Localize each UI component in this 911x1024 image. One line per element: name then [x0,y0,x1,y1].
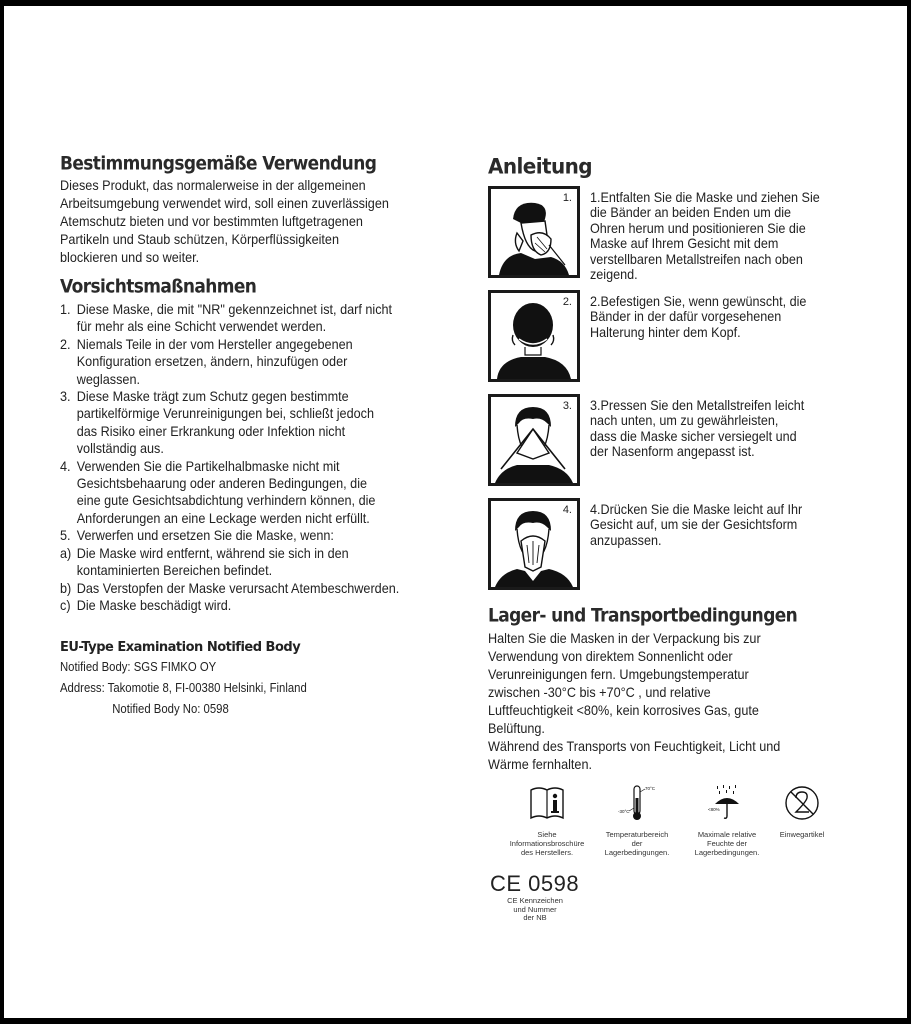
max-temp-label: 70°C [645,786,656,791]
precaution-item [60,527,441,544]
steps [488,186,888,594]
ce-caption: CE Kennzeichen und Nummer der NB [507,896,563,922]
item-marker: 1. [60,302,71,317]
instruction-step [488,186,888,282]
symbol-caption: Siehe Informationsbroschüre des Herstellers. [509,830,585,857]
item-text: Niemals Teile in der vom Hersteller angegebenen Konfiguration ersetzen, ändern, hinzufügen oder weglassen. [76,336,353,387]
symbol-single-use [772,784,832,857]
cover-mask-illustration-icon [491,501,577,587]
step-number: 1. [562,192,572,204]
instructions-heading: Anleitung [488,153,592,179]
step-text: 4.Drücken Sie die Maske leicht auf Ihr Gesicht auf, um sie der Gesichtsform anzupassen. [590,501,803,548]
symbol-temperature [592,784,682,857]
precaution-item [60,301,441,336]
precaution-item [60,458,441,528]
single-use-icon [782,784,822,822]
notified-body-number: Notified Body No: 0598 [112,702,229,717]
notified-body-address: Address: Takomotie 8, FI-00380 Helsinki, Finland [60,681,307,696]
step-text: 3.Pressen Sie den Metallstreifen leicht nach unten, um zu gewährleisten, dass die Maske sicher versiegelt und der Nasenform angepasst ist. [590,397,805,460]
step-number: 2. [562,296,572,308]
notified-body-name: Notified Body: SGS FIMKO OY [60,660,217,675]
step-text: 1.Entfalten Sie die Maske und ziehen Sie die Bänder an beiden Enden um die Ohren herum und positionieren Sie die Maske auf Ihrem Gesicht mit dem verstellbaren Metallstreifen nach oben zeigend. [590,189,820,283]
umbrella-rain-icon [705,784,749,822]
right-column [488,154,888,923]
item-text: Die Maske beschädigt wird. [76,597,232,613]
intended-use-line: Atemschutz bieten und vor bestimmten luftgetragenen [60,214,363,229]
ce-marking [490,871,888,923]
thermometer-icon [615,784,659,822]
item-text: Die Maske wird entfernt, während sie sich in den kontaminierten Bereichen befindet. [76,545,349,579]
notified-body-heading: EU-Type Examination Notified Body [60,640,301,656]
item-text: Verwenden Sie die Partikelhalbmaske nicht mit Gesichtsbehaarung oder anderen Bedingungen, die eine gute Gesichtsabdichtung verhindern können, die Anforderungen an eine Leckage werden nicht erfüllt. [76,458,376,526]
step-text: 2.Befestigen Sie, wenn gewünscht, die Bänder in der dafür vorgesehenen Halterung hinter dem Kopf. [590,293,807,340]
step-illustration [488,498,580,590]
document-page [4,6,907,1018]
item-marker: b) [60,580,72,596]
symbol-caption: Einwegartikel [779,830,825,839]
intended-use-heading: Bestimmungsgemäße Verwendung [60,153,377,175]
item-text: Diese Maske trägt zum Schutz gegen bestimmte partikelförmige Verunreinigungen bei, schließt jedoch das Risiko einer Erkrankung oder Infektion nicht vollständig aus. [76,389,375,457]
precautions-list [60,301,470,614]
precaution-item [60,597,441,614]
precaution-item [60,388,441,458]
mask-fitting-illustration-icon [491,189,577,275]
info-book-icon [527,784,567,822]
item-text: Das Verstopfen der Maske verursacht Atembeschwerden. [76,580,400,596]
press-nose-clip-illustration-icon [491,397,577,483]
instruction-step [488,290,888,386]
item-text: Diese Maske, die mit "NR" gekennzeichnet ist, darf nicht für mehr als eine Schicht verwendet werden. [76,302,393,335]
storage-text: Halten Sie die Masken in der Verpackung bis zur Verwendung von direktem Sonnenlicht oder Verunreinigungen fern. Umgebungstemperatur zwischen -30°C bis +70°C , und relative Luftfeuchtigkeit <80%, kein korrosives Gas, gute Belüftung. Während des Transports von Feuchtigkeit, Licht und Wärme fernhalten. [488,631,781,772]
step-illustration [488,394,580,486]
intended-use-line: Partikeln und Staub schützen, Körperflüssigkeiten [60,232,339,247]
precaution-item [60,336,441,388]
humidity-label: <80% [708,807,720,812]
symbols-row [502,784,888,857]
precaution-item [60,580,441,597]
intended-use-line: blockieren und so weiter. [60,250,200,265]
item-marker: a) [60,545,72,561]
instruction-step [488,498,888,594]
symbol-caption: Temperaturbereich der Lagerbedingungen. [604,830,670,857]
item-marker: c) [60,597,71,613]
item-marker: 3. [60,389,71,405]
intended-use-line: Arbeitsumgebung verwendet wird, soll einen zuverlässigen [60,196,389,211]
intended-use-line: Dieses Produkt, das normalerweise in der allgemeinen [60,178,366,193]
ce-mark: CE 0598 [490,871,580,896]
symbol-caption: Maximale relative Feuchte der Lagerbedingungen. [694,830,760,857]
step-illustration [488,186,580,278]
symbol-info [502,784,592,857]
item-text: Verwerfen und ersetzen Sie die Maske, wenn: [76,528,334,544]
head-back-illustration-icon [491,293,577,379]
step-number: 4. [562,504,572,516]
item-marker: 5. [60,528,71,544]
instruction-step [488,394,888,490]
min-temp-label: -30°C [618,809,630,814]
storage-heading: Lager- und Transportbedingungen [488,605,798,627]
precautions-heading: Vorsichtsmaßnahmen [60,276,257,298]
step-number: 3. [562,400,572,412]
precaution-item [60,545,441,580]
left-column [60,154,470,720]
intended-use-text [60,177,470,267]
item-marker: 2. [60,336,71,352]
symbol-humidity [682,784,772,857]
item-marker: 4. [60,458,71,474]
step-illustration [488,290,580,382]
